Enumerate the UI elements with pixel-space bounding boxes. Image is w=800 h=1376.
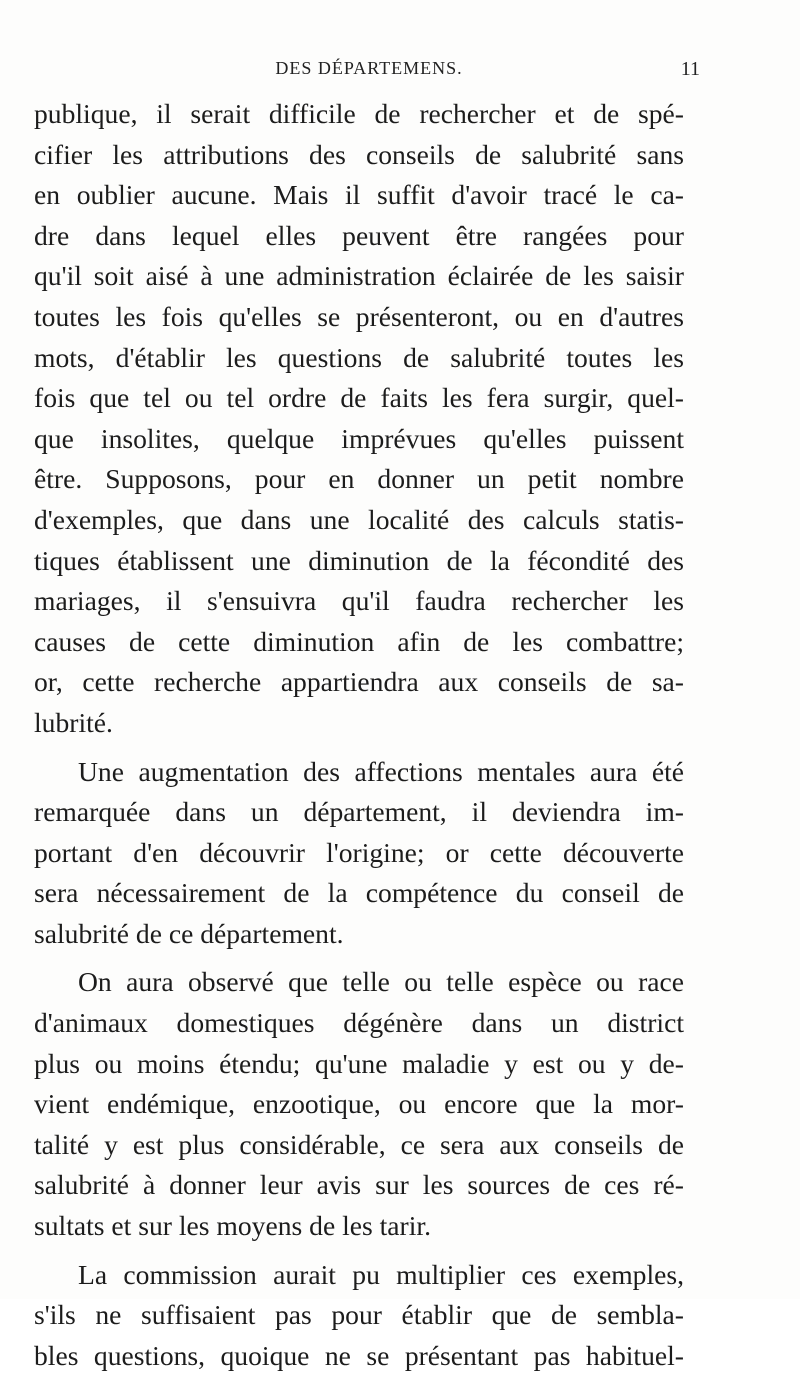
- text-line: salubrité de ce département.: [34, 917, 344, 949]
- text-line: dre dans lequel elles peuvent être rangées pour: [34, 219, 684, 251]
- text-line: mariages, il s'ensuivra qu'il faudra rechercher les: [34, 585, 684, 617]
- running-head: [34, 58, 704, 88]
- text-line: vient endémique, enzootique, ou encore que la mor-: [34, 1088, 684, 1120]
- text-line: remarquée dans un département, il deviendra im-: [34, 796, 684, 828]
- text-line: causes de cette diminution afin de les combattre;: [34, 625, 684, 657]
- text-line: plus ou moins étendu; qu'une maladie y est ou y de-: [34, 1047, 684, 1079]
- text-line: publique, il serait difficile de rechercher et de spé-: [34, 98, 684, 129]
- text-line: salubrité à donner leur avis sur les sources de ces ré-: [34, 1169, 684, 1201]
- text-line: fois que tel ou tel ordre de faits les fera surgir, quel-: [34, 382, 684, 414]
- text-line: en oublier aucune. Mais il suffit d'avoir tracé le ca-: [34, 179, 684, 211]
- text-line: qu'il soit aisé à une administration éclairée de les saisir: [34, 260, 684, 292]
- text-line: que insolites, quelque imprévues qu'elles puissent: [34, 422, 684, 454]
- text-line: d'exemples, que dans une localité des calculs statis-: [34, 503, 684, 535]
- text-line: bles questions, quoique ne se présentant pas habituel-: [34, 1339, 684, 1371]
- paragraph-gap: [34, 1247, 684, 1255]
- text-line: tiques établissent une diminution de la fécondité des: [34, 544, 684, 576]
- paragraph: [34, 962, 684, 1246]
- paragraph: [34, 1255, 684, 1376]
- text-line: or, cette recherche appartiendra aux conseils de sa-: [34, 666, 684, 698]
- paragraph: [34, 752, 684, 955]
- paragraph-gap: [34, 954, 684, 962]
- text-line: Une augmentation des affections mentales aura été: [78, 755, 684, 787]
- text-line: portant d'en découvrir l'origine; or cette découverte: [34, 836, 684, 868]
- text-line: sera nécessairement de la compétence du conseil de: [34, 877, 684, 909]
- page-number: 11: [680, 58, 700, 80]
- text-line: La commission aurait pu multiplier ces exemples,: [78, 1258, 684, 1290]
- text-line: sultats et sur les moyens de les tarir.: [34, 1210, 431, 1242]
- paragraph-gap: [34, 744, 684, 752]
- running-title: DES DÉPARTEMENS.: [275, 58, 463, 78]
- paragraph: [34, 94, 684, 744]
- text-line: s'ils ne suffisaient pas pour établir que de sembla-: [34, 1299, 684, 1331]
- body-text: [34, 94, 684, 1376]
- text-line: cifier les attributions des conseils de salubrité sans: [34, 138, 684, 170]
- text-line: talité y est plus considérable, ce sera aux conseils de: [34, 1128, 684, 1160]
- text-line: lubrité.: [34, 706, 113, 738]
- text-line: mots, d'établir les questions de salubrité toutes les: [34, 341, 684, 373]
- text-line: toutes les fois qu'elles se présenteront, ou en d'autres: [34, 300, 684, 332]
- text-line: On aura observé que telle ou telle espèce ou race: [78, 966, 684, 998]
- text-line: d'animaux domestiques dégénère dans un district: [34, 1007, 684, 1039]
- text-line: être. Supposons, pour en donner un petit nombre: [34, 463, 684, 495]
